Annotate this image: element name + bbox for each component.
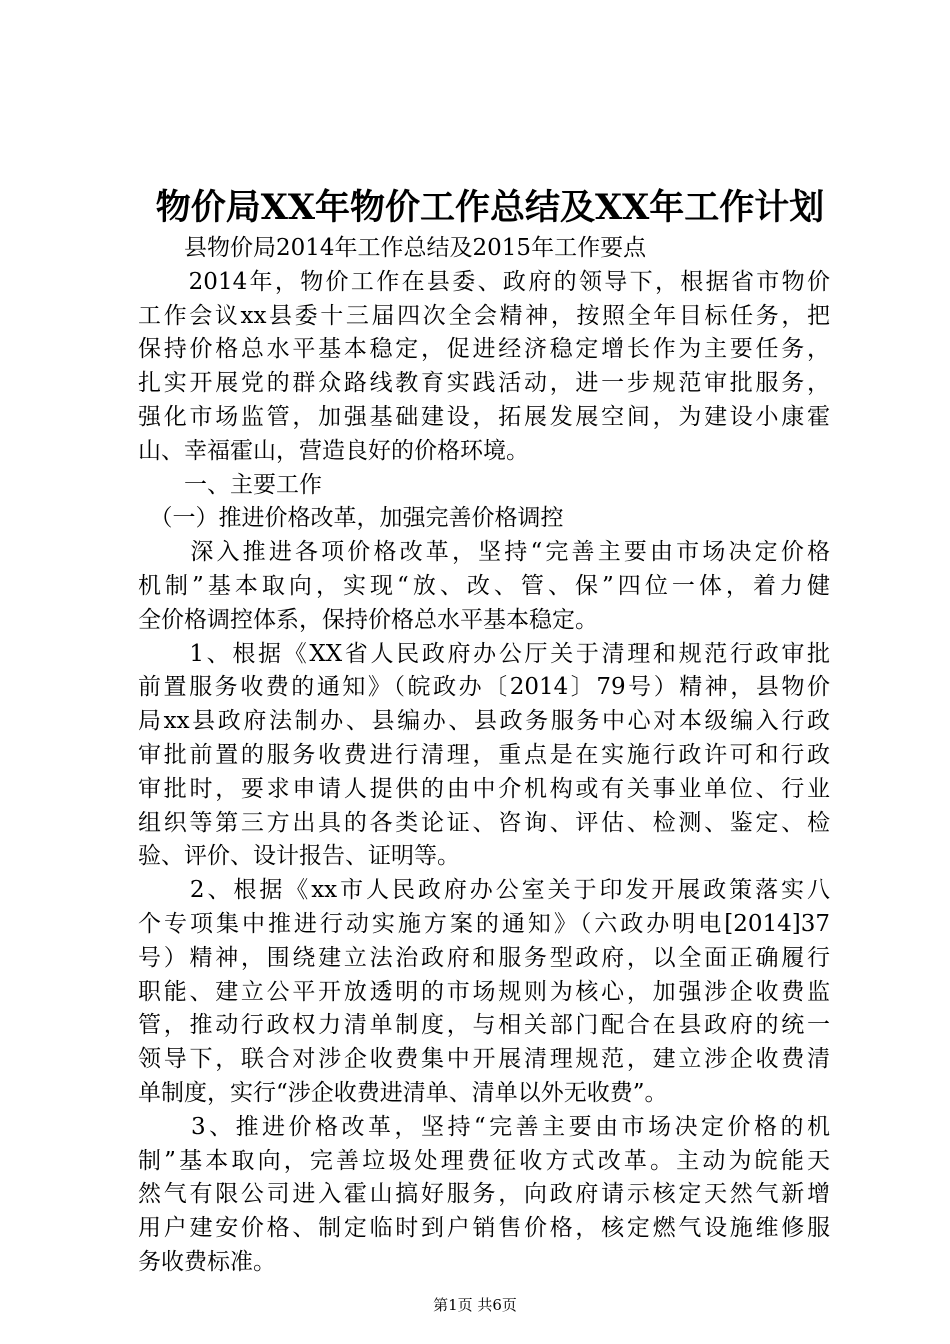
text-line: 务收费标准。	[138, 1248, 276, 1275]
text-line: 然气有限公司进入霍山搞好服务，向政府请示核定天然气新增	[138, 1181, 830, 1208]
page-number: 第1页 共6页	[433, 1296, 517, 1314]
text-line: 制”基本取向，完善垃圾处理费征收方式改革。主动为皖能天	[138, 1147, 830, 1174]
text-line: 局xx县政府法制办、县编办、县政务服务中心对本级编入行政	[138, 708, 830, 735]
text-line: 领导下，联合对涉企收费集中开展清理规范，建立涉企收费清	[138, 1046, 830, 1073]
text-line: 组织等第三方出具的各类论证、咨询、评估、检测、鉴定、检	[138, 809, 830, 836]
text-line: 机制”基本取向，实现“放、改、管、保”四位一体，着力健	[138, 572, 830, 599]
text-line: 用户建安价格、制定临时到户销售价格，核定燃气设施维修服	[138, 1215, 830, 1242]
text-line: 职能、建立公平开放透明的市场规则为核心，加强涉企收费监	[138, 978, 830, 1005]
text-line: 工作会议xx县委十三届四次全会精神，按照全年目标任务，把	[138, 302, 830, 329]
text-line: 管，推动行政权力清单制度，与相关部门配合在县政府的统一	[138, 1012, 830, 1039]
text-line: 强化市场监管，加强基础建设，拓展发展空间，为建设小康霍	[138, 403, 830, 430]
document-body	[138, 232, 830, 1280]
text-line: 前置服务收费的通知》（皖政办〔2014〕79号）精神，县物价	[138, 674, 830, 701]
text-line: 审批前置的服务收费进行清理，重点是在实施行政许可和行政	[138, 741, 830, 768]
text-line: 验、评价、设计报告、证明等。	[138, 843, 460, 870]
text-line: 扎实开展党的群众路线教育实践活动，进一步规范审批服务，	[138, 370, 830, 397]
text-line: 2014年，物价工作在县委、政府的领导下，根据省市物价	[138, 268, 830, 295]
text-line: 2、根据《xx市人民政府办公室关于印发开展政策落实八	[138, 877, 830, 904]
text-line: 深入推进各项价格改革，坚持“完善主要由市场决定价格	[138, 539, 830, 566]
text-line: 审批时，要求申请人提供的由中介机构或有关事业单位、行业	[138, 775, 830, 802]
text-line: 山、幸福霍山，营造良好的价格环境。	[138, 437, 529, 464]
text-line: 保持价格总水平基本稳定，促进经济稳定增长作为主要任务，	[138, 336, 830, 363]
text-line: 3、推进价格改革，坚持“完善主要由市场决定价格的机	[138, 1113, 830, 1140]
text-line: 单制度，实行“涉企收费进清单、清单以外无收费”。	[138, 1079, 668, 1106]
text-line: 号）精神，围绕建立法治政府和服务型政府，以全面正确履行	[138, 944, 830, 971]
text-line: （一）推进价格改革，加强完善价格调控	[138, 505, 564, 532]
text-line: 1、根据《XX省人民政府办公厅关于清理和规范行政审批	[138, 640, 830, 667]
text-line: 一、主要工作	[138, 471, 322, 498]
text-line: 县物价局2014年工作总结及2015年工作要点	[138, 235, 647, 261]
text-line: 全价格调控体系，保持价格总水平基本稳定。	[138, 606, 598, 633]
text-line: 个专项集中推进行动实施方案的通知》（六政办明电[2014]37	[138, 910, 830, 937]
document-title: 物价局XX年物价工作总结及XX年工作计划	[155, 187, 825, 228]
